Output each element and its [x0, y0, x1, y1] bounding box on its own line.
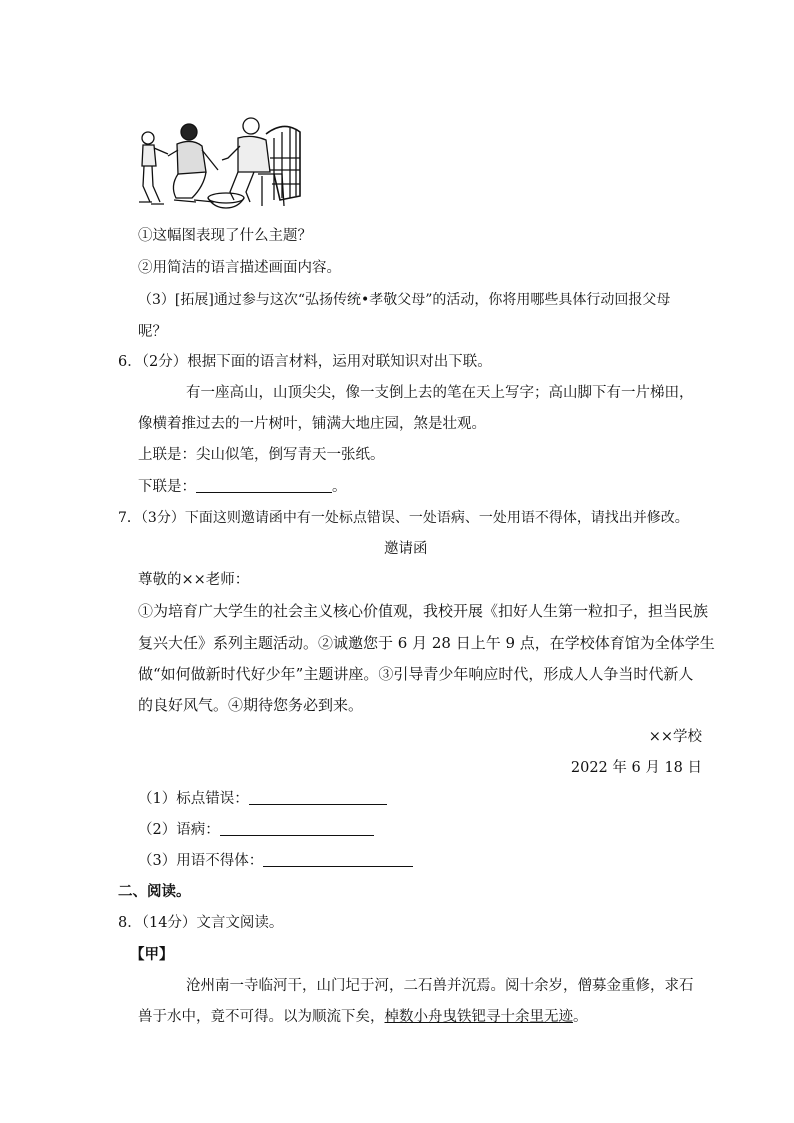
q7-answer-1-label: （1）标点错误：	[138, 791, 249, 807]
q7-stem: 7．（3分）下面这则邀请函中有一处标点错误、一处语病、一处用语不得体，请找出并修改。	[118, 510, 689, 526]
section-2-heading: 二、阅读。	[118, 883, 191, 900]
q6-material-line2: 像横着推过去的一片树叶，铺满大地庄园，煞是壮观。	[138, 416, 486, 432]
q7-body-line3: 做“如何做新时代好少年”主题讲座。③引导青少年响应时代，形成人人争当时代新人	[138, 665, 694, 683]
q5-sub3-line2: 呢？	[138, 324, 167, 340]
q6-lower-label: 下联是：	[138, 479, 196, 495]
q7-body-line4: 的良好风气。④期待您务必到来。	[138, 696, 364, 714]
q7-answer-3-label: （3）用语不得体：	[138, 853, 264, 869]
q7-answer-3	[138, 851, 413, 871]
q8-part-label: 【甲】	[130, 946, 174, 963]
q6-lower-end: 。	[332, 479, 347, 495]
q6-material-line1: 有一座高山，山顶尖尖，像一支倒上去的笔在天上写字；高山脚下有一片梯田，	[186, 385, 694, 401]
q6-stem: 6．（2分）根据下面的语言材料，运用对联知识对出下联。	[118, 354, 492, 370]
q8-text-line2	[138, 1007, 588, 1027]
q7-answer-2-blank[interactable]	[220, 821, 374, 836]
q7-answer-2-label: （2）语病：	[138, 822, 220, 838]
q6-lower-couplet	[138, 477, 347, 497]
q8-text-line1: 沧州南一寺临河干，山门圮于河，二石兽并沉焉。阅十余岁，僧募金重修，求石	[186, 978, 694, 994]
q5-sub3-line1: （3）[拓展]通过参与这次“弘扬传统•孝敬父母”的活动，你将用哪些具体行动回报父母	[138, 292, 671, 308]
q7-answer-2	[138, 820, 374, 840]
q7-body-line2: 复兴大任》系列主题活动。②诚邀您于 6 月 28 日上午 9 点，在学校体育馆为全体学生	[138, 634, 715, 652]
q7-signature: ××学校	[648, 729, 702, 745]
illustration-filial-piety	[134, 114, 306, 210]
q8-text-line2-plain: 兽于水中，竟不可得。以为顺流下矣，	[138, 1009, 385, 1025]
q7-answer-1-blank[interactable]	[249, 790, 387, 805]
q5-sub2: ②用简洁的语言描述画面内容。	[138, 260, 341, 276]
q7-letter-title: 邀请函	[384, 541, 428, 557]
q8-stem: 8．（14分）文言文阅读。	[118, 915, 284, 931]
q8-text-line2-end: 。	[573, 1009, 588, 1025]
q8-underlined-sentence: 棹数小舟曳铁钯寻十余里无迹	[384, 1009, 573, 1025]
q7-salutation: 尊敬的××老师：	[138, 572, 250, 588]
q6-upper-couplet: 上联是：尖山似笔，倒写青天一张纸。	[138, 447, 385, 463]
q6-lower-answer-blank[interactable]	[196, 478, 332, 493]
q5-sub1: ①这幅图表现了什么主题？	[138, 228, 312, 244]
q7-date: 2022 年 6 月 18 日	[570, 760, 702, 776]
q7-answer-1	[138, 789, 387, 809]
q7-answer-3-blank[interactable]	[263, 852, 413, 867]
q7-body-line1: ①为培育广大学生的社会主义核心价值观，我校开展《扣好人生第一粒扣子，担当民族	[138, 602, 709, 620]
